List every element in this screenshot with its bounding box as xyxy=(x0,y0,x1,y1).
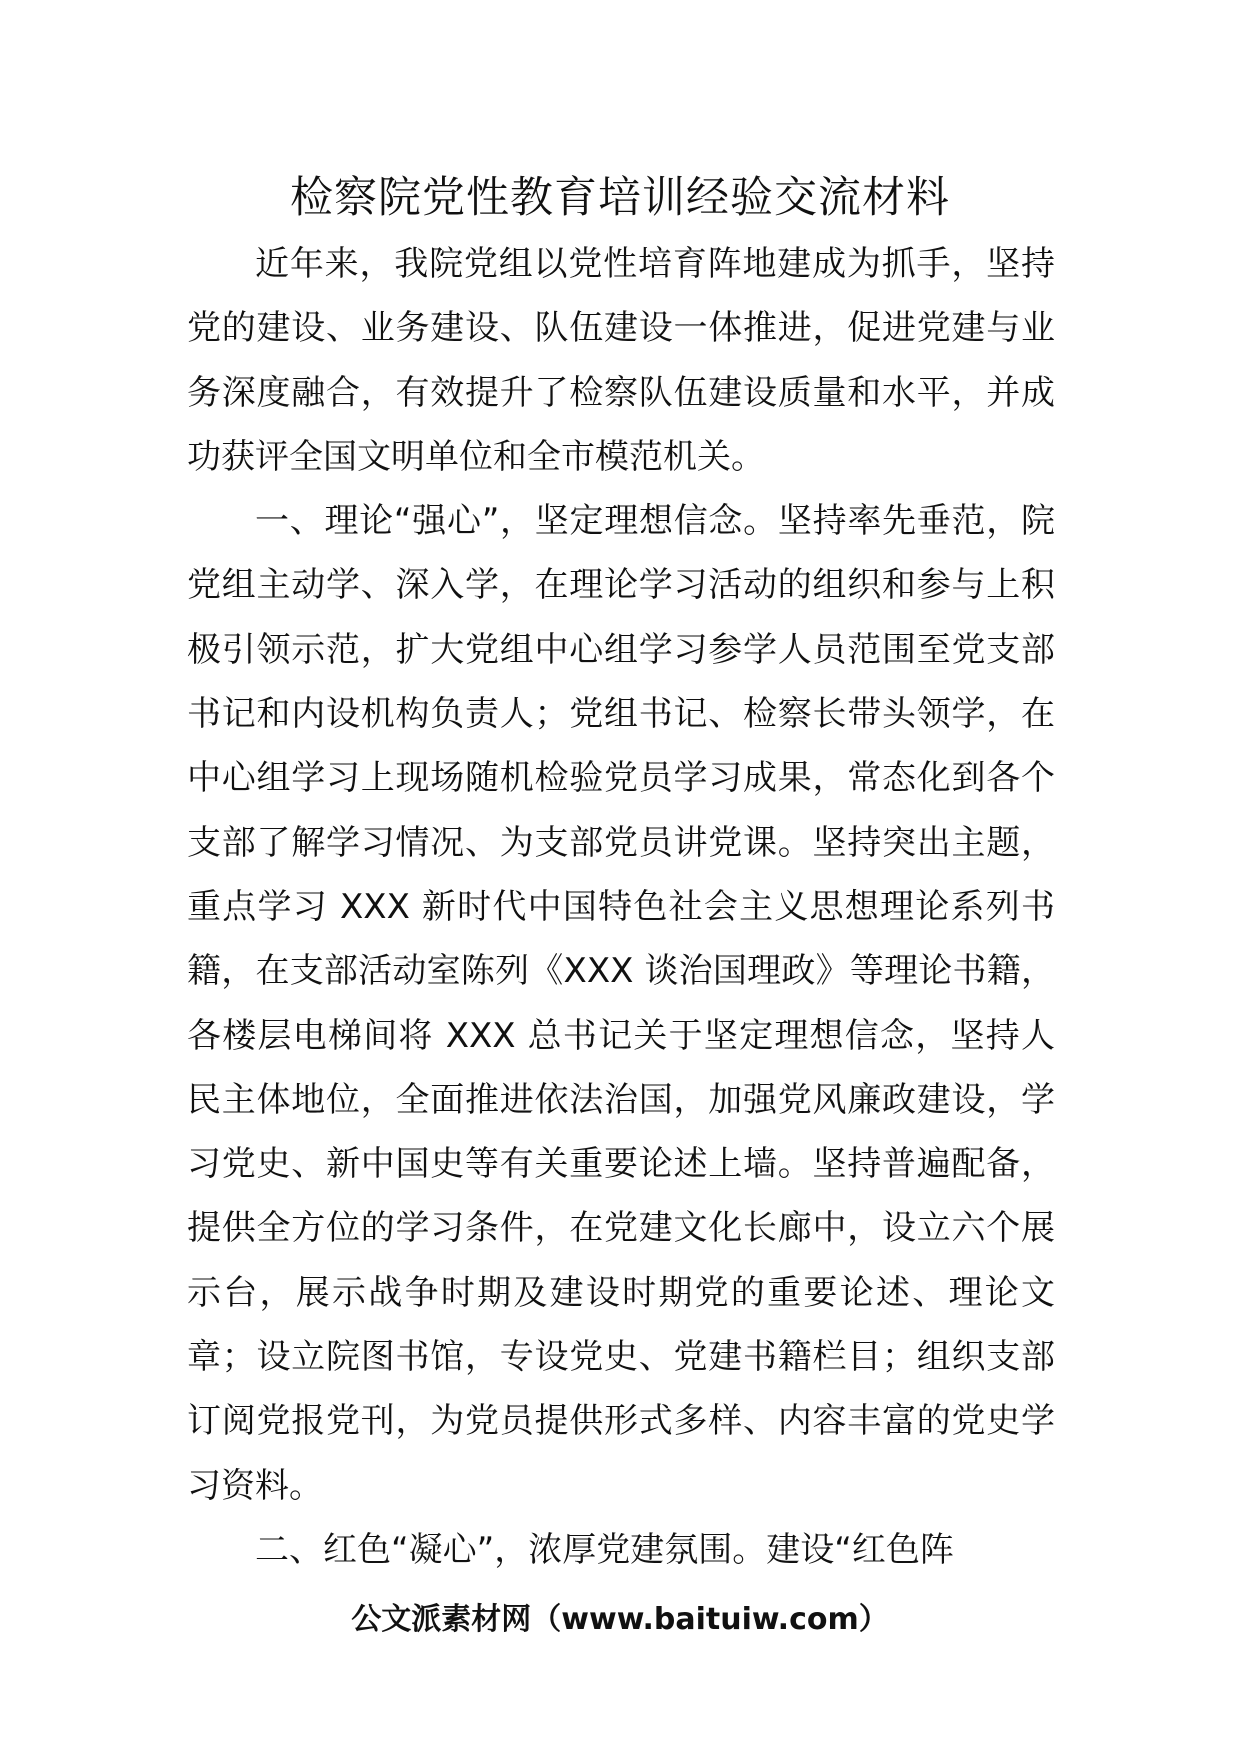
paragraph-section-two: 二、红色“凝心”，浓厚党建氛围。建设“红色阵 xyxy=(255,1529,954,1570)
document-body xyxy=(187,232,1055,1582)
footer-source: 公文派素材网（www.baituiw.com） xyxy=(351,1602,889,1637)
paragraph-section-one: 一、理论“强心”，坚定理想信念。坚持率先垂范，院党组主动学、深入学，在理论学习活动的组织和参与上积极引领示范，扩大党组中心组学习参学人员范围至党支部书记和内设机构负责人；党组书记、检察长带头领学，在中心组学习上现场随机检验党员学习成果，常态化到各个支部了解学习情况、为支部党员讲党课。坚持突出主题，重点学习 XXX 新时代中国特色社会主义思想理论系列书籍，在支部活动室陈列《XXX 谈治国理政》等理论书籍，各楼层电梯间将 XXX 总书记关于坚定理想信念，坚持人民主体地位，全面推进依法治国，加强党风廉政建设，学习党史、新中国史等有关重要论述上墙。坚持普遍配备，提供全方位的学习条件，在党建文化长廊中，设立六个展示台，展示战争时期及建设时期党的重要论述、理论文章；设立院图书馆，专设党史、党建书籍栏目；组织支部订阅党报党刊，为党员提供形式多样、内容丰富的党史学习资料。 xyxy=(187,501,1055,1506)
paragraph-intro: 近年来，我院党组以党性培育阵地建成为抓手，坚持党的建设、业务建设、队伍建设一体推进，促进党建与业务深度融合，有效提升了检察队伍建设质量和水平，并成功获评全国文明单位和全市模范机关。 xyxy=(187,244,1055,477)
document-title: 检察院党性教育培训经验交流材料 xyxy=(290,173,950,223)
